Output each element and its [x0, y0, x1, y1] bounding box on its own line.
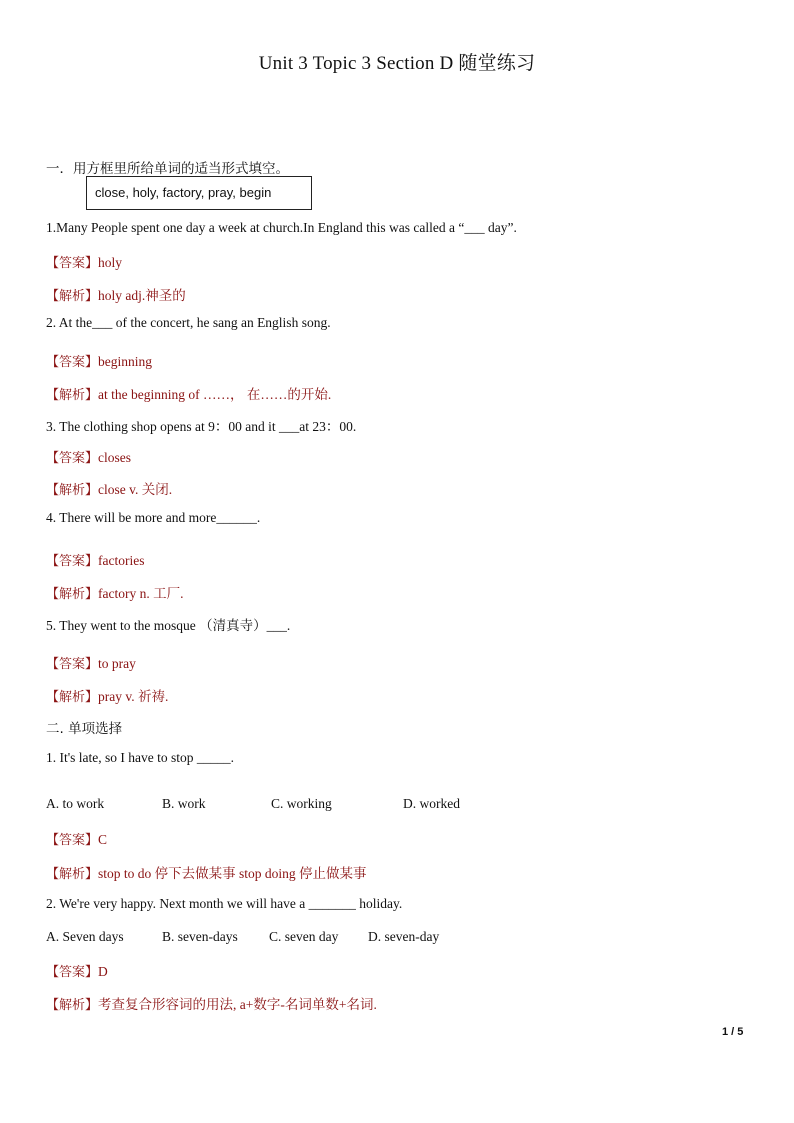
section2-heading: 二. 单项选择	[46, 721, 123, 737]
answer-2-2	[46, 961, 108, 980]
option-b: B. work	[162, 796, 206, 811]
question-1-2: 2. At the___ of the concert, he sang an English song.	[46, 315, 331, 330]
answer-tag: 【答案】	[46, 657, 99, 672]
word-box: close, holy, factory, pray, begin	[86, 176, 312, 210]
analysis-tag: 【解析】	[46, 388, 99, 403]
answer-text: holy	[98, 255, 123, 270]
answer-1-5	[46, 653, 136, 672]
option-d: D. seven-day	[368, 929, 440, 944]
analysis-text: factory n. 工厂.	[98, 586, 184, 601]
answer-text: factories	[98, 553, 145, 568]
answer-1-2	[46, 351, 152, 370]
analysis-text: 考查复合形容词的用法, a+数字-名词单数+名词.	[98, 997, 377, 1012]
answer-tag: 【答案】	[46, 451, 99, 466]
answer-text: C	[98, 832, 108, 847]
analysis-2-1	[46, 862, 367, 882]
analysis-1-1	[46, 284, 186, 304]
answer-tag: 【答案】	[46, 554, 99, 569]
analysis-text: stop to do 停下去做某事 stop doing 停止做某事	[98, 866, 367, 881]
option-c: C. seven day	[269, 929, 339, 944]
answer-text: beginning	[98, 354, 153, 369]
answer-text: D	[98, 964, 108, 979]
option-d: D. worked	[403, 796, 460, 811]
option-b: B. seven-days	[162, 929, 238, 944]
analysis-tag: 【解析】	[46, 483, 99, 498]
analysis-text: pray v. 祈祷.	[98, 689, 169, 704]
answer-1-3	[46, 447, 131, 466]
section1-heading: 一．用方框里所给单词的适当形式填空。	[46, 161, 289, 177]
answer-tag: 【答案】	[46, 965, 99, 980]
answer-tag: 【答案】	[46, 833, 99, 848]
answer-text: closes	[98, 450, 132, 465]
page-number: 1 / 5	[722, 1026, 744, 1038]
analysis-text: close v. 关闭.	[98, 482, 173, 497]
analysis-1-5	[46, 685, 168, 705]
analysis-text: at the beginning of ……， 在……的开始.	[98, 387, 332, 402]
answer-2-1	[46, 829, 107, 848]
question-1-3: 3. The clothing shop opens at 9：00 and it ___at 23：00.	[46, 419, 357, 434]
question-1-5: 5. They went to the mosque （清真寺）___.	[46, 618, 291, 633]
analysis-tag: 【解析】	[46, 289, 99, 304]
question-2-2: 2. We're very happy. Next month we will have a _______ holiday.	[46, 896, 403, 911]
question-2-1: 1. It's late, so I have to stop _____.	[46, 750, 235, 765]
page-title: Unit 3 Topic 3 Section D 随堂练习	[258, 53, 536, 74]
answer-1-4	[46, 550, 145, 569]
analysis-2-2	[46, 993, 377, 1013]
option-a: A. to work	[46, 796, 105, 811]
question-1-1: 1.Many People spent one day a week at church.In England this was called a “___ day”.	[46, 220, 517, 235]
option-c: C. working	[271, 796, 332, 811]
question-1-4: 4. There will be more and more______.	[46, 510, 261, 525]
analysis-1-2	[46, 383, 331, 403]
analysis-1-4	[46, 582, 184, 602]
analysis-tag: 【解析】	[46, 690, 99, 705]
analysis-tag: 【解析】	[46, 998, 99, 1013]
answer-tag: 【答案】	[46, 256, 99, 271]
answer-text: to pray	[98, 656, 136, 671]
analysis-text: holy adj.神圣的	[98, 288, 186, 303]
answer-tag: 【答案】	[46, 355, 99, 370]
analysis-tag: 【解析】	[46, 587, 99, 602]
analysis-1-3	[46, 478, 172, 498]
option-a: A. Seven days	[46, 929, 124, 944]
analysis-tag: 【解析】	[46, 867, 99, 882]
answer-1-1	[46, 252, 122, 271]
